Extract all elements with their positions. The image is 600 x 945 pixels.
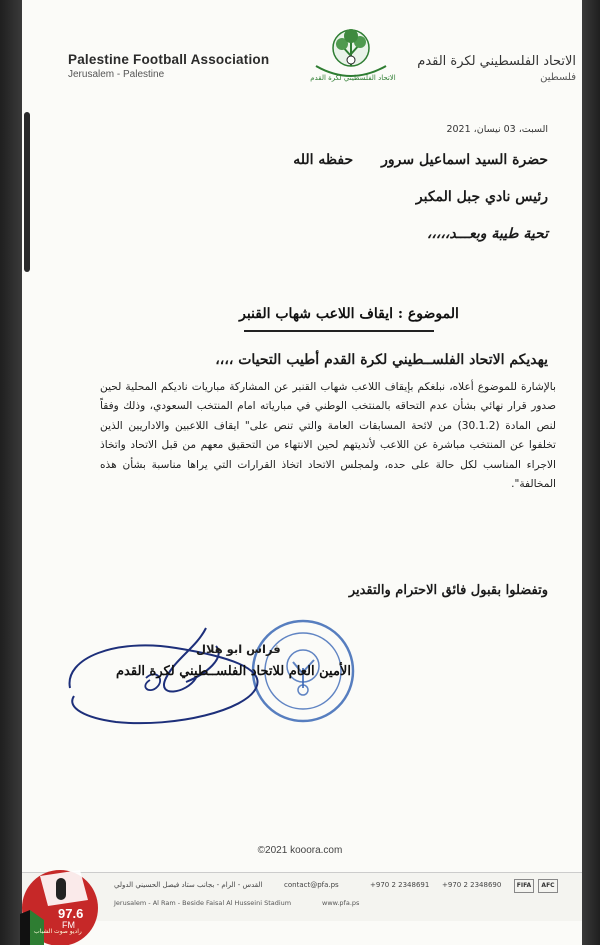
radio-name: راديو صوت الشباب [34, 928, 82, 935]
salutation: يهديكم الاتحاد الفلســطيني لكرة القدم أطيب التحيات ،،،، [215, 352, 548, 368]
subject-line: الموضوع : ايقاف اللاعب شهاب القنبر [239, 306, 459, 322]
footer-email: contact@pfa.ps [284, 881, 339, 889]
association-city-en: Jerusalem - Palestine [68, 69, 165, 80]
logo-caption: الاتحاد الفلسطيني لكرة القدم [310, 74, 396, 82]
signer-title: الأمين العام للاتحاد الفلســطيني لكرة القدم [116, 664, 351, 679]
closing-line: وتفضلوا بقبول فائق الاحترام والتقدير [348, 583, 548, 598]
right-shadow [582, 0, 600, 945]
association-name-en: Palestine Football Association [68, 52, 270, 67]
honorific: حفظه الله [293, 152, 354, 168]
greeting: تحية طيبة وبعـــد،،،،، [426, 226, 548, 242]
footer-address-ar: القدس - الرام - بجانب ستاد فيصل الحسيني الدولي [114, 881, 263, 889]
addressee-name: حضرة السيد اسماعيل سرور [381, 152, 548, 168]
association-city-ar: فلسطين [540, 72, 576, 83]
radio-band: FM [62, 920, 75, 930]
footer-fax: +970 2 2348690 [442, 881, 502, 889]
radio-frequency: 97.6 [58, 906, 84, 921]
afc-badge: AFC [538, 879, 558, 893]
letter-date: السبت، 03 نيسان، 2021 [446, 124, 548, 135]
fifa-badge: FIFA [514, 879, 534, 893]
signer-name: فراس ابو هلال [196, 642, 281, 656]
addressee-position: رئيس نادي جبل المكبر [415, 189, 548, 205]
footer-address-en: Jerusalem - Al Ram - Beside Faisal Al Husseini Stadium [114, 899, 292, 907]
left-shadow [0, 0, 22, 945]
binder-clip [24, 112, 30, 272]
letter-body: بالإشارة للموضوع أعلاه، نبلغكم بإيقاف اللاعب شهاب القنبر عن المشاركة مباريات ناديكم المحلية لحين صدور قرار نهائي بشأن عدم التحاقه بالمنتخب الوطني في مبارياته امام المنتخب السعودي، وذلك وفقاً لنص المادة (30.1.2) من لائحة المسابقات العامة والتي تنص على" ايقاف اللاعبين والاداريين الذين تخلفوا عن المنتخب مباشرة عن اللاعب لأنديتهم لحين الانتهاء من التحقيق معهم من قبل الاتحاد واتخاذ الاجراء المناسب لكل حالة على حده، ولمجلس الاتحاد اتخاذ القرارات التي يراها مناسبة بشأن هذه المخالفة". [100, 381, 556, 491]
footer-website: www.pfa.ps [322, 899, 360, 907]
source-watermark: ©2021 kooora.com [257, 845, 343, 856]
subject-underline [244, 330, 434, 332]
addressee-line [293, 152, 548, 168]
footer-phone: +970 2 2348691 [370, 881, 430, 889]
association-name-ar: الاتحاد الفلسطيني لكرة القدم [417, 54, 576, 69]
